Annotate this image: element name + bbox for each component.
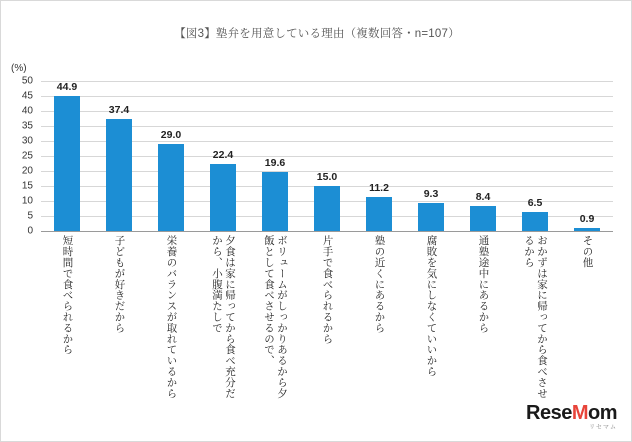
bar-slot: [353, 81, 405, 231]
category-label-text: 栄養のバランスが取れているから: [165, 235, 178, 399]
bar-value-label: 44.9: [56, 81, 78, 94]
bar-slot: [41, 81, 93, 231]
bar-value-label: 19.6: [264, 157, 286, 170]
y-tick-15: 15: [21, 180, 33, 192]
category-label: [353, 235, 405, 403]
category-label: [41, 235, 93, 403]
y-tick-35: 35: [21, 120, 33, 132]
category-label-text: 短時間で食べられるから: [61, 235, 74, 355]
bar: [574, 228, 600, 231]
y-tick-20: 20: [21, 165, 33, 177]
y-tick-50: 50: [21, 75, 33, 87]
bar-slot: [145, 81, 197, 231]
category-label: [197, 235, 249, 403]
x-axis-category-labels: [41, 235, 613, 405]
bar-value-label: 6.5: [527, 196, 543, 209]
y-tick-40: 40: [21, 105, 33, 117]
category-label: [249, 235, 301, 403]
y-tick-5: 5: [27, 210, 33, 222]
bar-slot: [561, 81, 613, 231]
logo-main-text: ReseMom: [526, 402, 617, 424]
y-tick-30: 30: [21, 135, 33, 147]
bar-value-label: 15.0: [316, 171, 338, 183]
category-label: [301, 235, 353, 403]
bar: [470, 206, 496, 231]
bar-value-label: 8.4: [475, 190, 491, 203]
category-label: [561, 235, 613, 403]
bar: [314, 186, 340, 231]
bar-value-label: 37.4: [108, 103, 130, 116]
bar-slot: [249, 81, 301, 231]
chart-title: 【図3】塾弁を用意している理由（複数回答・n=107）: [174, 28, 460, 40]
bar-value-label: 11.2: [369, 182, 389, 195]
y-tick-0: 0: [27, 225, 33, 237]
category-label: [457, 235, 509, 403]
logo-wordmark: [526, 403, 617, 423]
bar-slot: [457, 81, 509, 231]
bar-slot: [405, 81, 457, 231]
bar: [210, 164, 236, 231]
category-label: [509, 235, 561, 403]
bar-series: [41, 81, 613, 231]
category-label-text: ボリュームがしっかりあるから夕飯として食べさせるので、: [263, 235, 288, 399]
bar: [106, 119, 132, 231]
y-tick-10: 10: [21, 195, 33, 207]
category-label: [145, 235, 197, 403]
logo-accent-letter: M: [571, 402, 588, 424]
y-axis-unit-label: (%): [11, 63, 27, 74]
category-label: [93, 235, 145, 403]
category-label-text: 夕食は家に帰ってから食べ充分だから、小腹満たしで: [211, 235, 236, 399]
resemom-logo: [526, 403, 617, 431]
category-label-text: 腐敗を気にしなくていいから: [425, 235, 438, 377]
y-tick-25: 25: [21, 150, 33, 162]
y-axis-tick-labels: [1, 75, 37, 237]
bar: [418, 203, 444, 231]
bar: [522, 212, 548, 232]
logo-subtext: リセマム: [589, 425, 617, 431]
category-label-text: その他: [581, 235, 594, 268]
bar-value-label: 22.4: [212, 148, 234, 161]
category-label-text: 片手で食べられるから: [321, 235, 334, 344]
category-label-text: 塾の近くにあるから: [373, 235, 386, 334]
gridline-0: [41, 231, 613, 232]
bar: [54, 96, 80, 231]
category-label-text: 通塾途中にあるから: [477, 235, 490, 334]
category-label-text: おかずは家に帰ってから食べさせるから: [523, 235, 548, 399]
bar: [262, 172, 288, 231]
bar-slot: [301, 81, 353, 231]
bar-slot: [197, 81, 249, 231]
category-label: [405, 235, 457, 403]
bar-slot: [93, 81, 145, 231]
bar-slot: [509, 81, 561, 231]
bar-value-label: 0.9: [579, 213, 595, 226]
y-tick-45: 45: [21, 90, 33, 102]
category-label-text: 子どもが好きだから: [113, 235, 126, 334]
bar-value-label: 9.3: [423, 188, 439, 201]
bar-value-label: 29.0: [160, 129, 182, 141]
bar: [158, 144, 184, 231]
bar: [366, 197, 392, 231]
